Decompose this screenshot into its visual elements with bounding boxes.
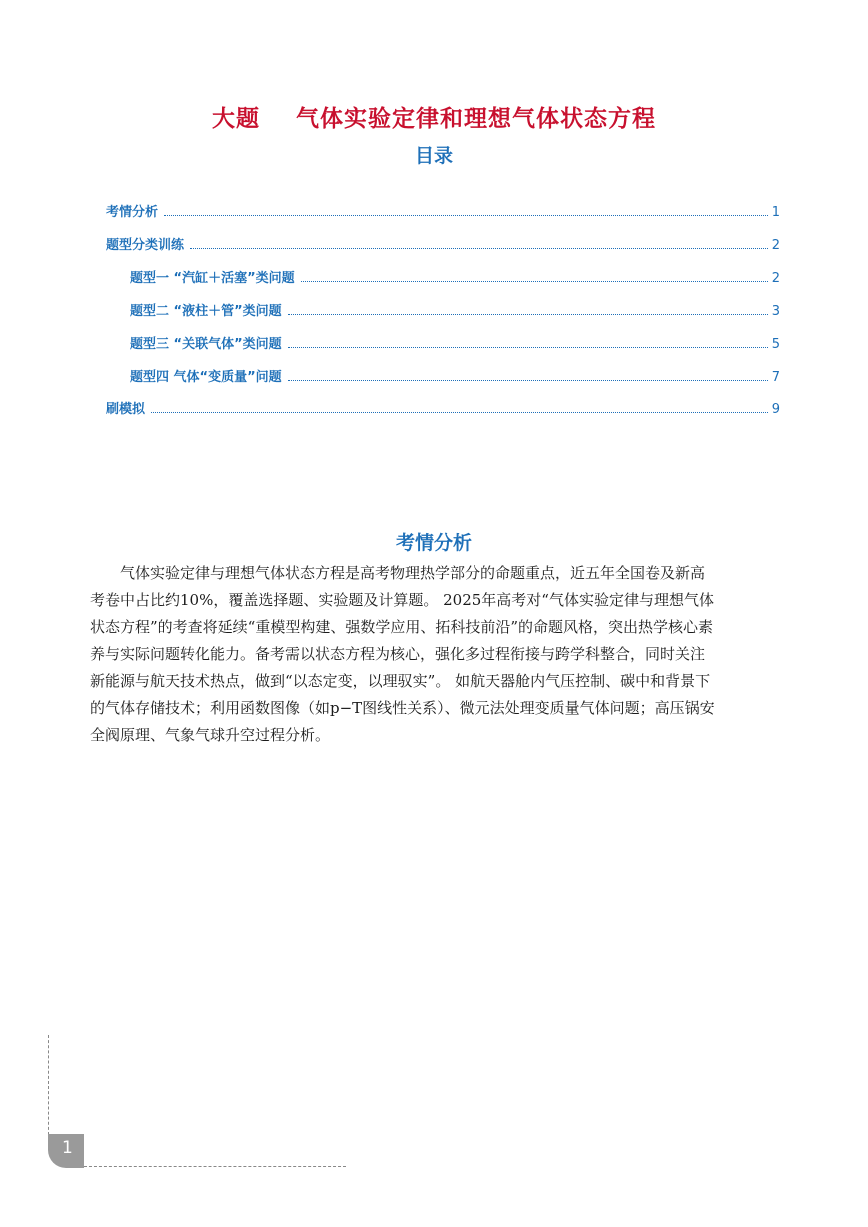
body-line: 的气体存储技术；利用函数图像（如p−T图线性关系）、微元法处理变质量气体问题；高压锅安	[90, 699, 715, 717]
document-title: 大题 气体实验定律和理想气体状态方程	[211, 106, 657, 132]
body-line: 气体实验定律与理想气体状态方程是高考物理热学部分的命题重点，近五年全国卷及新高	[120, 564, 706, 582]
toc-item-type-1[interactable]	[130, 264, 780, 286]
body-line: 考卷中占比约10%，覆盖选择题、实验题及计算题。 2025年高考对“气体实验定律与理想气体	[90, 591, 714, 609]
toc-item-page: 1	[771, 205, 780, 220]
toc-leader-dots	[288, 347, 768, 348]
toc-item-page: 3	[771, 304, 780, 319]
toc-leader-dots	[151, 412, 768, 413]
toc-heading: 目录	[414, 145, 453, 167]
toc-item-exam-analysis[interactable]	[106, 198, 780, 220]
toc-leader-dots	[288, 380, 768, 381]
toc-item-label: 题型四 气体“变质量”问题	[130, 370, 282, 385]
section-heading: 考情分析	[395, 532, 472, 554]
toc-item-type-training[interactable]	[106, 231, 780, 253]
toc-item-label: 题型一 “汽缸＋活塞”类问题	[130, 271, 295, 286]
toc-item-label: 题型分类训练	[106, 238, 185, 253]
toc-leader-dots	[164, 215, 768, 216]
toc-item-page: 2	[771, 271, 780, 286]
toc-item-type-4[interactable]	[130, 363, 780, 385]
toc-leader-dots	[190, 248, 768, 249]
toc-item-label: 题型三 “关联气体”类问题	[130, 337, 282, 352]
toc-item-page: 9	[771, 402, 780, 417]
toc-item-type-3[interactable]	[130, 330, 780, 352]
toc-item-label: 刷模拟	[106, 402, 146, 417]
body-paragraph	[90, 560, 802, 749]
body-line: 新能源与航天技术热点，做到“以态定变，以理驭实”。 如航天器舱内气压控制、碳中和背景下	[90, 672, 711, 690]
page-border-decoration	[84, 1166, 346, 1167]
toc-item-label: 题型二 “液柱＋管”类问题	[130, 304, 282, 319]
page-number: 1	[62, 1138, 73, 1158]
body-line: 全阀原理、气象气球升空过程分析。	[90, 726, 331, 744]
toc-item-mock-practice[interactable]	[106, 395, 780, 417]
toc-leader-dots	[301, 281, 768, 282]
toc-item-type-2[interactable]	[130, 297, 780, 319]
body-line: 养与实际问题转化能力。备考需以状态方程为核心，强化多过程衔接与跨学科整合，同时关注	[90, 645, 706, 663]
toc-item-page: 5	[771, 337, 780, 352]
toc-item-label: 考情分析	[106, 205, 159, 220]
toc-leader-dots	[288, 314, 768, 315]
page-border-decoration	[48, 1035, 49, 1135]
body-line: 状态方程”的考查将延续“重模型构建、强数学应用、拓科技前沿”的命题风格，突出热学核心素	[90, 618, 714, 636]
toc-item-page: 2	[771, 238, 780, 253]
toc-item-page: 7	[771, 370, 780, 385]
